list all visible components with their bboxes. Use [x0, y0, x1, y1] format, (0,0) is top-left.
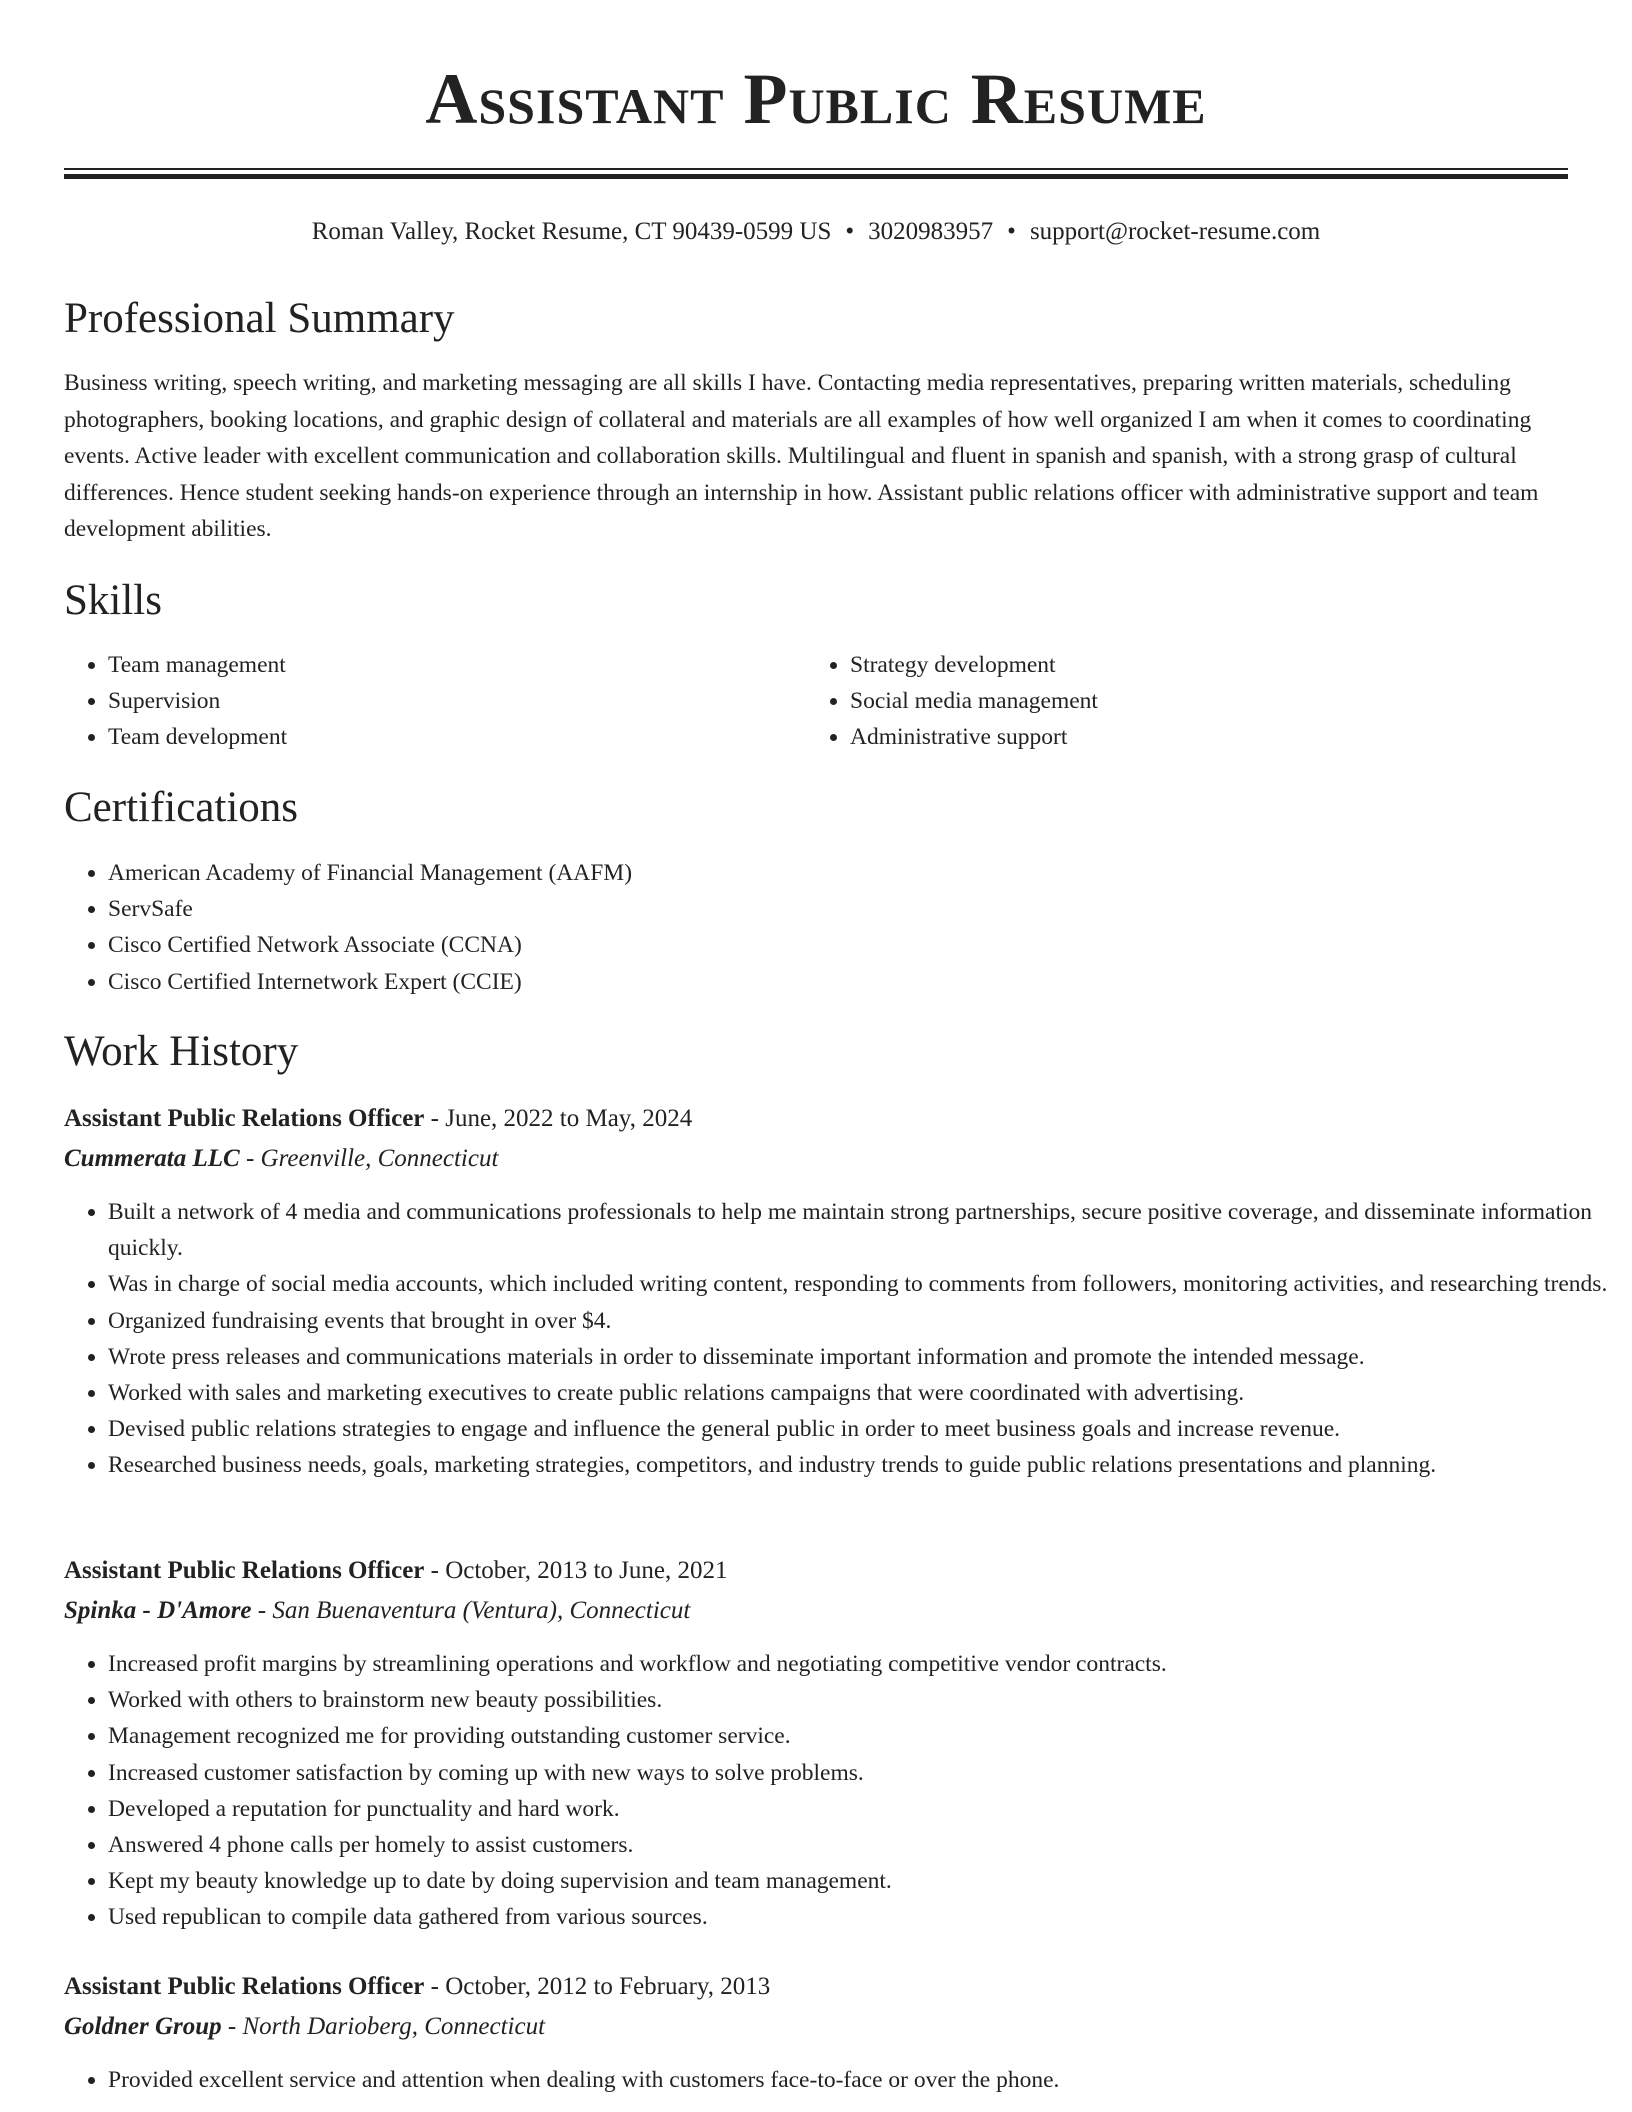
summary-heading: Professional Summary — [64, 295, 455, 342]
certification-item: • Cisco Certified Internetwork Expert (CCIE) — [108, 964, 1608, 1000]
job-bullet: • Increased profit margins by streamlining operations and workflow and negotiating competitive vendor contracts. — [108, 1646, 1620, 1682]
skill-item: • Administrative support — [850, 719, 1590, 755]
job-company: Goldner Group — [64, 2013, 222, 2040]
job-dates: - June, 2022 to May, 2024 — [424, 1105, 693, 1132]
job-bullet: • Answered 4 phone calls per homely to assist customers. — [108, 1827, 1620, 1863]
skill-item: • Strategy development — [850, 647, 1590, 683]
job-bullet: • Used republican to compile data gathered from various sources. — [108, 1899, 1620, 1935]
job-title-line — [64, 1102, 1568, 1136]
job-bullets — [64, 2062, 1620, 2098]
job-bullets — [64, 1194, 1620, 1484]
job-bullet: • Worked with sales and marketing executives to create public relations campaigns that were coordinated with advertising. — [108, 1375, 1620, 1411]
skills-list-left — [64, 647, 788, 756]
contact-separator: • — [1007, 218, 1016, 245]
job-bullet: • Management recognized me for providing outstanding customer service. — [108, 1718, 1620, 1754]
contact-line — [64, 216, 1568, 248]
job-bullet: • Increased customer satisfaction by coming up with new ways to solve problems. — [108, 1755, 1620, 1791]
resume-title: Assistant Public Resume — [425, 59, 1207, 139]
job-bullet: • Developed a reputation for punctuality and hard work. — [108, 1791, 1620, 1827]
job-bullet: • Kept my beauty knowledge up to date by doing supervision and team management. — [108, 1863, 1620, 1899]
job-bullet: • Organized fundraising events that brought in over $4. — [108, 1303, 1620, 1339]
contact-address: Roman Valley, Rocket Resume, CT 90439-0599 US — [311, 218, 832, 245]
job-dates: - October, 2013 to June, 2021 — [424, 1557, 728, 1584]
skill-item: • Supervision — [108, 683, 788, 719]
contact-phone: 3020983957 — [868, 218, 994, 245]
job-location: - San Buenaventura (Ventura), Connecticut — [251, 1597, 691, 1624]
contact-email: support@rocket-resume.com — [1029, 218, 1321, 245]
skills-heading: Skills — [64, 577, 162, 624]
summary-text: Business writing, speech writing, and marketing messaging are all skills I have. Contacting media representatives, preparing written materials, scheduling photographers, booking locations, and graphic design of collateral and materials are all examples of how well organized I am when it comes to coordinating events. Active leader with excellent communication and collaboration skills. Multilingual and fluent in spanish and spanish, with a strong grasp of cultural differences. Hence student seeking hands-on experience through an internship in how. Assistant public relations officer with administrative support and team development abilities. — [64, 370, 1539, 542]
certifications-list — [64, 855, 1608, 1000]
contact-separator: • — [845, 218, 855, 245]
job-bullet: • Researched business needs, goals, marketing strategies, competitors, and industry trends to guide public relations presentations and planning. — [108, 1447, 1620, 1483]
title-divider-thick — [64, 174, 1568, 179]
job-title: Assistant Public Relations Officer — [64, 1973, 425, 2000]
title-divider-thin — [64, 168, 1568, 170]
skill-item: • Team development — [108, 719, 788, 755]
skill-item: • Team management — [108, 647, 788, 683]
job-bullet: • Provided excellent service and attention when dealing with customers face-to-face or over the phone. — [108, 2062, 1620, 2098]
job-company-line — [64, 1142, 1568, 1176]
job-bullet: • Was in charge of social media accounts, which included writing content, responding to comments from followers, monitoring activities, and researching trends. — [108, 1266, 1620, 1302]
job-location: - Greenville, Connecticut — [239, 1145, 499, 1172]
work-history-heading: Work History — [64, 1028, 299, 1075]
job-location: - North Darioberg, Connecticut — [221, 2013, 546, 2040]
job-bullets — [64, 1646, 1620, 1936]
job-title-line — [64, 1970, 1568, 2004]
skills-list-right — [806, 647, 1590, 756]
certifications-heading: Certifications — [64, 784, 299, 831]
certification-item: • American Academy of Financial Management (AAFM) — [108, 855, 1608, 891]
certification-item: • ServSafe — [108, 891, 1608, 927]
skill-item: • Social media management — [850, 683, 1590, 719]
job-company-line — [64, 1594, 1568, 1628]
job-company: Spinka - D'Amore — [64, 1597, 252, 1624]
job-bullet: • Worked with others to brainstorm new beauty possibilities. — [108, 1682, 1620, 1718]
job-bullet: • Devised public relations strategies to engage and influence the general public in order to meet business goals and increase revenue. — [108, 1411, 1620, 1447]
job-company-line — [64, 2010, 1568, 2044]
job-dates: - October, 2012 to February, 2013 — [424, 1973, 771, 2000]
job-title: Assistant Public Relations Officer — [64, 1105, 425, 1132]
job-title-line — [64, 1554, 1568, 1588]
job-bullet: • Wrote press releases and communications materials in order to disseminate important information and promote the intended message. — [108, 1339, 1620, 1375]
job-company: Cummerata LLC — [64, 1145, 240, 1172]
job-title: Assistant Public Relations Officer — [64, 1557, 425, 1584]
certification-item: • Cisco Certified Network Associate (CCNA) — [108, 927, 1608, 963]
job-bullet: • Built a network of 4 media and communications professionals to help me maintain strong partnerships, secure positive coverage, and disseminate information quickly. — [108, 1194, 1620, 1266]
